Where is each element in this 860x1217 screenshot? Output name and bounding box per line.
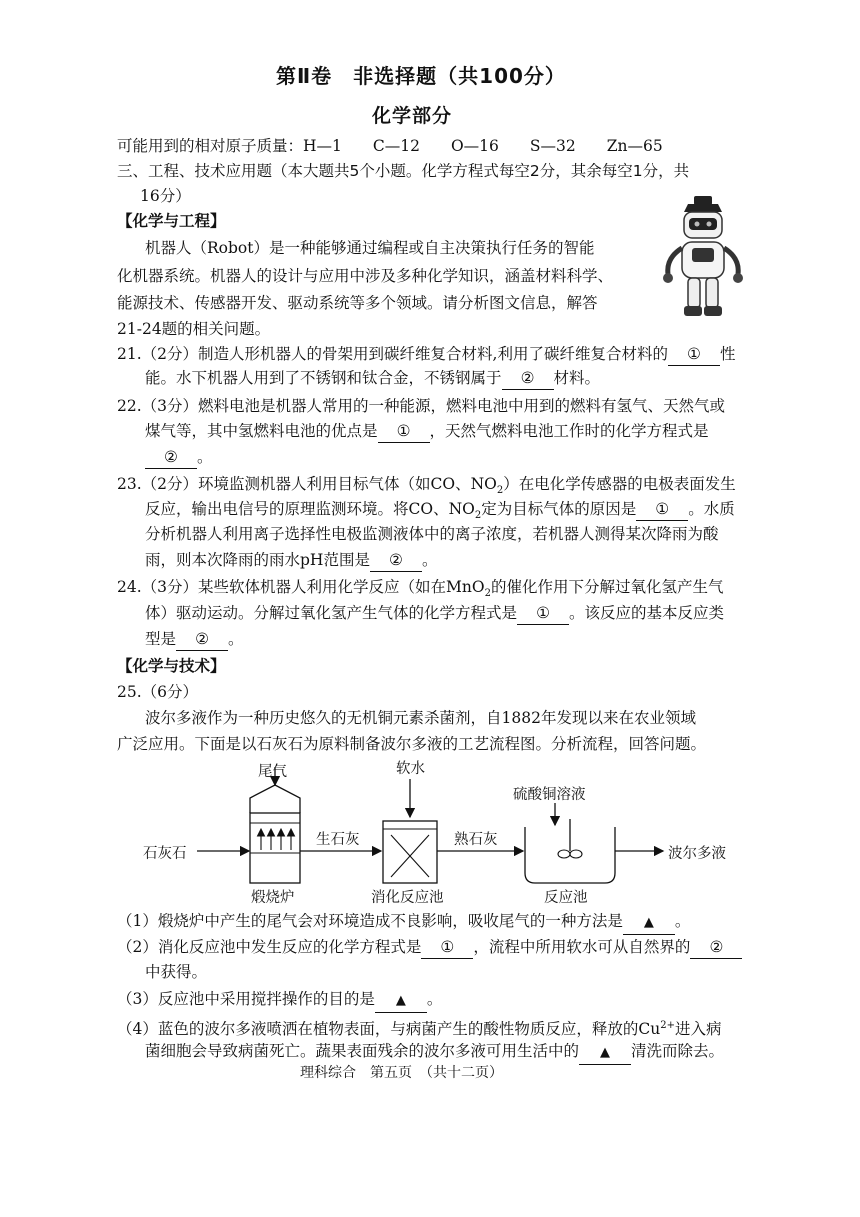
q24-text-b: 的催化作用下分解过氧化氢产生气 [490,578,724,596]
q25-p1-end: 。 [674,912,691,930]
question-23-line4 [145,549,437,572]
q22-text-c: 。 [197,448,213,466]
q22-blank-2[interactable]: ② [145,446,197,469]
q21-blank-2[interactable]: ② [502,367,554,390]
q24-text-e: 型是 [145,630,177,648]
question-25-part2-line2: 中获得。 [145,963,208,981]
question-24-line1 [117,576,723,605]
question-21-line1 [117,343,735,366]
q25-p2-text-b: ，流程中所用软水可从自然界的 [473,938,691,956]
kiln-icon [250,767,300,883]
q25-p4-text-a: （4）蓝色的波尔多液喷洒在植物表面，与病菌产生的酸性物质反应，释放的Cu [117,1020,661,1039]
q21-text-d: 材料。 [553,369,601,387]
q23-blank-2[interactable]: ② [370,549,422,572]
question-25-part4-line1 [117,1015,721,1040]
label-copper-sulfate: 硫酸铜溶液 [513,787,586,803]
robot-intro-line4: 21-24题的相关问题。 [117,320,271,338]
question-25-part3 [117,988,442,1013]
q23-text-c: 反应，输出电信号的原理监测环境。将CO、NO [145,500,475,518]
label-slaking-tank: 消化反应池 [371,890,444,906]
question-25-heading: 25.（6分） [117,683,199,701]
label-quicklime: 生石灰 [316,832,360,848]
section3-instructions-line1: 三、工程、技术应用题（本大题共5个小题。化学方程式每空2分，其余每空1分，共 [117,162,690,180]
process-flow-diagram [115,755,755,905]
q24-blank-2[interactable]: ② [176,628,228,651]
q23-blank-1[interactable]: ① [636,498,688,521]
question-25-part2-line1 [117,936,742,959]
robot-intro-line1: 机器人（Robot）是一种能够通过编程或自主决策执行任务的智能 [145,239,595,257]
q25-p2-text-a: （2）消化反应池中发生反应的化学方程式是 [117,938,422,956]
q25-p1-text: （1）煅烧炉中产生的尾气会对环境造成不良影响，吸收尾气的一种方法是 [117,912,623,930]
heading-chem-engineering: 【化学与工程】 [117,212,226,230]
label-bordeaux-mixture: 波尔多液 [668,846,726,862]
q25-p4-text-d: 清洗而除去。 [631,1042,725,1060]
q22-blank-1[interactable]: ① [378,420,430,443]
question-24-line3 [145,628,244,651]
bordeaux-intro-line1: 波尔多液作为一种历史悠久的无机铜元素杀菌剂，自1882年发现以来在农业领域 [145,709,696,727]
heading-chem-technology: 【化学与技术】 [117,657,226,675]
question-22-line2 [145,420,709,443]
label-kiln: 煅烧炉 [251,890,295,906]
q23-text-f: 雨，则本次降雨的雨水pH范围是 [145,551,370,569]
reaction-tank-icon [525,803,615,883]
label-limestone: 石灰石 [143,846,187,862]
question-23-line3: 分析机器人利用离子选择性电极监测液体中的离子浓度，若机器人测得某次降雨为酸 [145,525,719,543]
q24-text-f: 。 [228,630,244,648]
q23-text-d: 定为目标气体的原因是 [481,500,637,518]
slaking-tank-icon [383,779,437,883]
q23-text-g: 。 [421,551,438,569]
q23-text-b: ）在电化学传感器的电极表面发生 [503,475,736,493]
q25-p1-blank[interactable]: ▲ [623,912,675,935]
question-22-line3 [145,446,213,469]
q23-text-a: 23.（2分）环境监测机器人利用目标气体（如CO、NO [117,475,497,493]
question-25-part1 [117,910,690,935]
q25-p3-text: （3）反应池中采用搅拌操作的目的是 [117,990,375,1008]
q23-sub-a: 2 [496,485,504,497]
question-21-line2 [145,367,600,390]
q22-text-b: ，天然气燃料电池工作时的化学方程式是 [429,422,709,440]
q24-text-c: 体）驱动运动。分解过氧化氢产生气体的化学方程式是 [145,604,518,622]
question-22-line1: 22.（3分）燃料电池是机器人常用的一种能源，燃料电池中用到的燃料有氢气、天然气或 [117,397,726,415]
label-reaction-tank: 反应池 [544,890,588,906]
q25-p3-end: 。 [426,990,443,1008]
label-tail-gas: 尾气 [258,764,287,780]
section-subtitle: 化学部分 [372,105,453,127]
section3-instructions-line2: 16分） [140,187,191,205]
q21-text-a: 21.（2分）制造人形机器人的骨架用到碳纤维复合材料,利用了碳纤维复合材料的 [117,345,668,363]
bordeaux-intro-line2: 广泛应用。下面是以石灰石为原料制备波尔多液的工艺流程图。分析流程，回答问题。 [117,735,707,753]
q24-sub: 2 [484,588,491,600]
q22-text-a: 煤气等，其中氢燃料电池的优点是 [145,422,378,440]
q21-text-b: 性 [719,345,736,363]
q25-p4-text-c: 菌细胞会导致病菌死亡。蔬果表面残余的波尔多液可用生活中的 [145,1042,580,1060]
q25-p4-sup: 2+ [660,1020,675,1031]
robot-intro-line3: 能源技术、传感器开发、驱动系统等多个领域。请分析图文信息，解答 [117,294,598,312]
label-slaked-lime: 熟石灰 [454,832,498,848]
q25-p3-blank[interactable]: ▲ [375,990,427,1013]
q24-text-a: 24.（3分）某些软体机器人利用化学反应（如在MnO [117,578,485,596]
question-24-line2 [145,602,724,625]
q24-blank-1[interactable]: ① [517,602,569,625]
q23-sub-b: 2 [474,510,482,522]
atomic-masses: 可能用到的相对原子质量：H—1 C—12 O—16 S—32 Zn—65 [117,137,663,155]
q24-text-d: 。该反应的基本反应类 [569,604,725,622]
q25-p2-blank-1[interactable]: ① [421,936,473,959]
page-footer: 理科综合 第五页 （共十二页） [300,1065,503,1081]
q21-blank-1[interactable]: ① [668,343,720,366]
label-soft-water: 软水 [396,761,425,777]
q25-p2-blank-2[interactable]: ② [690,936,742,959]
paper-title: 第Ⅱ卷 非选择题（共100分） [276,64,566,88]
q21-text-c: 能。水下机器人用到了不锈钢和钛合金，不锈钢属于 [145,369,502,387]
q25-p4-text-b: 进入病 [674,1020,722,1039]
robot-image [658,190,748,330]
q23-text-e: 。水质 [688,500,735,518]
q25-p4-blank[interactable]: ▲ [579,1042,631,1065]
robot-intro-line2: 化机器系统。机器人的设计与应用中涉及多种化学知识，涵盖材料科学、 [117,267,614,285]
